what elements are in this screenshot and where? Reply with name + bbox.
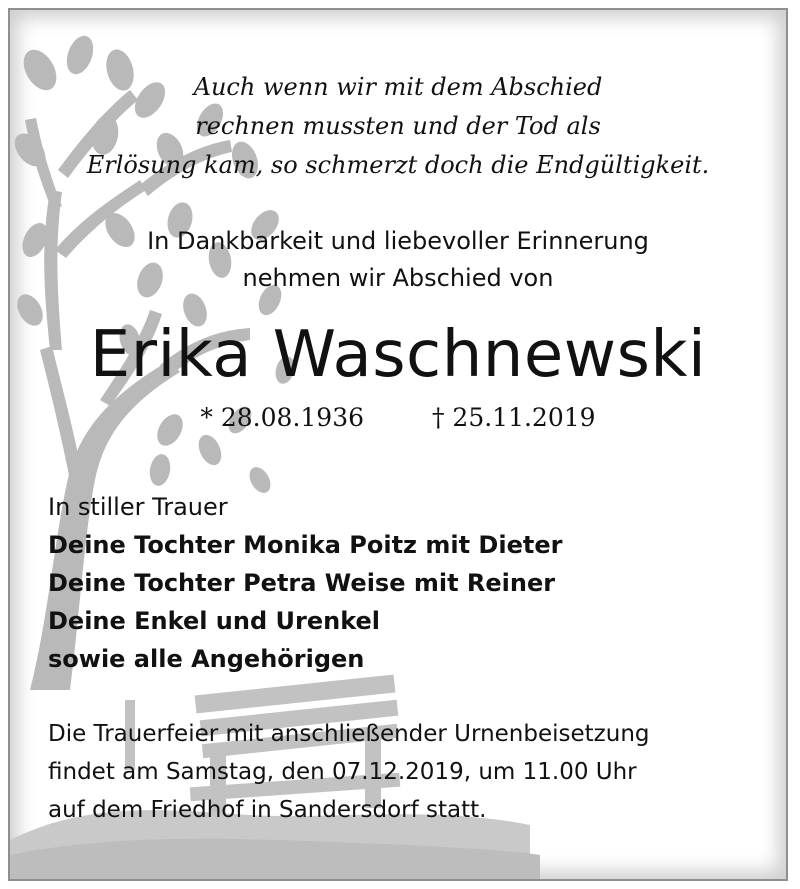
notice-line-3: auf dem Friedhof in Sandersdorf statt. [48,797,487,823]
birth-date: * 28.08.1936 [200,403,365,432]
opening-quote [10,68,786,185]
obituary-text [10,10,786,879]
quote-line-2: rechnen mussten und der Tod als [195,112,601,140]
deceased-name: Erika Waschnewski [89,318,707,392]
notice-line-1: Die Trauerfeier mit anschließender Urnenbeisetzung [48,721,650,747]
intro-text [10,223,786,297]
obituary-card [8,8,788,881]
mourners-heading: In stiller Trauer [48,493,228,521]
mourner-line: Deine Tochter Monika Poitz mit Dieter [48,531,563,559]
life-dates [10,399,786,437]
mourners-block [48,488,748,678]
mourner-line: sowie alle Angehörigen [48,645,365,673]
quote-line-1: Auch wenn wir mit dem Abschied [193,73,603,101]
intro-line-1: In Dankbarkeit und liebevoller Erinnerung [147,227,649,255]
notice-line-2: findet am Samstag, den 07.12.2019, um 11.00 Uhr [48,759,637,785]
quote-line-3: Erlösung kam, so schmerzt doch die Endgültigkeit. [86,151,710,179]
mourner-line: Deine Tochter Petra Weise mit Reiner [48,569,556,597]
mourner-line: Deine Enkel und Urenkel [48,607,381,635]
funeral-notice [48,715,778,829]
intro-line-2: nehmen wir Abschied von [242,264,554,292]
death-date: † 25.11.2019 [431,403,596,432]
